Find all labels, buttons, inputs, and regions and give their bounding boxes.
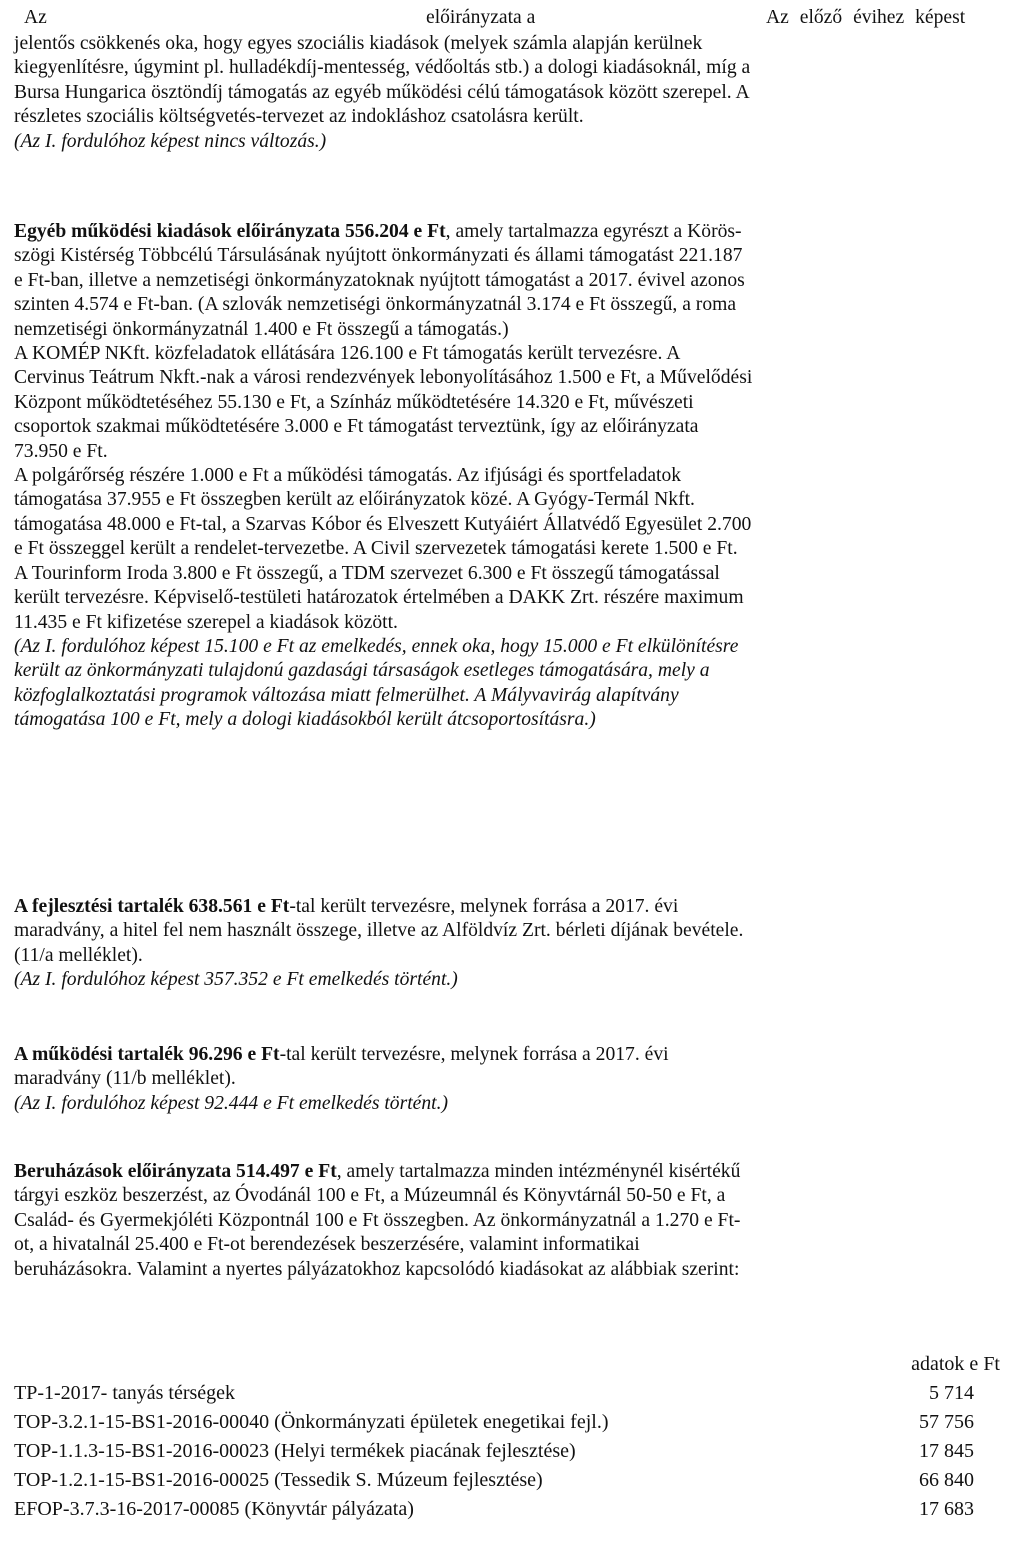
project-value: 17 683 [919, 1498, 974, 1520]
text-line: Család- és Gyermekjóléti Központnál 100 e Ft összegben. Az önkormányzatnál a 1.270 e Ft- [14, 1209, 741, 1231]
table-row [14, 1410, 1014, 1439]
text-line: A polgárőrség részére 1.000 e Ft a működési támogatás. Az ifjúsági és sportfeladatok [14, 465, 682, 487]
paragraph-fejlesztesi-tartalek [14, 895, 1014, 993]
text-line [14, 220, 1014, 244]
text-line: (11/a melléklet). [14, 944, 143, 966]
text-line: 11.435 e Ft kifizetése szerepel a kiadások között. [14, 611, 398, 633]
text-line: ot, a hivatalnál 25.400 e Ft-ot berendezések beszerzésére, valamint informatikai [14, 1234, 640, 1256]
text-line: A Tourinform Iroda 3.800 e Ft összegű, a TDM szervezet 6.300 e Ft összegű támogatással [14, 562, 720, 584]
text-line: kiegyenlítésre, úgymint pl. hulladékdíj-mentesség, védőoltás stb.) a dologi kiadásoknál, míg a [14, 57, 751, 79]
text-line: A KOMÉP NKft. közfeladatok ellátására 126.100 e Ft támogatás került tervezésre. A [14, 343, 681, 365]
project-value: 66 840 [919, 1469, 974, 1491]
project-name: TOP-3.2.1-15-BS1-2016-00040 (Önkormányzati épületek enegetikai fejl.) [14, 1411, 609, 1433]
text-line: maradvány (11/b melléklet). [14, 1068, 236, 1090]
table-header-empty [14, 1352, 866, 1381]
text-line: Bursa Hungarica ösztöndíj támogatás az egyéb működési célú támogatások között szerepel. A [14, 81, 750, 103]
paragraph-szocialis [14, 32, 1014, 154]
text-line: szinten 4.574 e Ft-ban. (A szlovák nemzetiségi önkormányzatnál 3.174 e Ft összegű, a roma [14, 294, 737, 316]
text-line: 73.950 e Ft. [14, 440, 108, 462]
text-line: került tervezésre. Képviselő-testületi határozatok értelmében a DAKK Zrt. részére maximum [14, 587, 744, 609]
text-line: csoportok szakmai működtetésére 3.000 e Ft támogatást terveztünk, így az előirányzata [14, 416, 699, 438]
note-line: került az önkormányzati tulajdonú gazdasági társaságok esetleges támogatására, mely a [14, 660, 710, 682]
table-unit-label: adatok e Ft [911, 1353, 1000, 1375]
text-line: e Ft-ban, illetve a nemzetiségi önkormányzatoknak nyújtott támogatást a 2017. évivel azonos [14, 269, 745, 291]
text-line [14, 1160, 1014, 1184]
top-text-elozo-ev: Az előző évihez képest [766, 7, 966, 28]
text-line: támogatása 37.955 e Ft összegben került az előirányzatok közé. A Gyógy-Termál Nkft. [14, 489, 695, 511]
table-row [14, 1468, 1014, 1497]
table-row [14, 1381, 1014, 1410]
text-line [14, 895, 1014, 919]
text-line: nemzetiségi önkormányzatnál 1.400 e Ft összegű a támogatás.) [14, 318, 509, 340]
text-line: beruházásokra. Valamint a nyertes pályázatokhoz kapcsolódó kiadásokat az alábbiak szerint: [14, 1258, 740, 1280]
project-name: TOP-1.1.3-15-BS1-2016-00023 (Helyi termékek piacának fejlesztése) [14, 1440, 576, 1462]
text-line: e Ft összeggel került a rendelet-tervezetbe. A Civil szervezetek támogatási kerete 1.500 e Ft. [14, 538, 738, 560]
text-line: Központ működtetéséhez 55.130 e Ft, a Színház működtetésére 14.320 e Ft, művészeti [14, 391, 694, 413]
table-row [14, 1439, 1014, 1468]
project-name: EFOP-3.7.3-16-2017-00085 (Könyvtár pályázata) [14, 1498, 414, 1520]
note-line: (Az I. fordulóhoz képest 357.352 e Ft emelkedés történt.) [14, 969, 458, 991]
heading-beruhazasok: Beruházások előirányzata 514.497 e Ft [14, 1161, 337, 1182]
heading-fejlesztesi-tartalek: A fejlesztési tartalék 638.561 e Ft [14, 896, 290, 917]
top-line [24, 6, 1014, 30]
project-name: TOP-1.2.1-15-BS1-2016-00025 (Tessedik S. Múzeum fejlesztése) [14, 1469, 543, 1491]
text-line: szögi Kistérség Többcélú Társulásának nyújtott önkormányzati és állami támogatást 221.187 [14, 245, 743, 267]
note-line: közfoglalkoztatási programok változása miatt felmerülhet. A Mályvavirág alapítvány [14, 684, 679, 706]
text-line: tárgyi eszköz beszerzést, az Óvodánál 100 e Ft, a Múzeumnál és Könyvtárnál 50-50 e Ft, a [14, 1185, 726, 1207]
text-line: részletes szociális költségvetés-tervezet az indokláshoz csatolásra került. [14, 106, 584, 128]
heading-mukodesi-tartalek: A működési tartalék 96.296 e Ft [14, 1044, 280, 1065]
heading-egyeb-mukodesi: Egyéb működési kiadások előirányzata 556.204 e Ft [14, 221, 446, 242]
text-line: Cervinus Teátrum Nkft.-nak a városi rendezvények lebonyolításához 1.500 e Ft, a Művelődési [14, 367, 753, 389]
note-line: (Az I. fordulóhoz képest 92.444 e Ft emelkedés történt.) [14, 1092, 449, 1114]
text-fragment: , amely tartalmazza minden intézménynél kisértékű [336, 1161, 741, 1182]
text-fragment: , amely tartalmazza egyrészt a Körös- [445, 221, 742, 242]
paragraph-mukodesi-tartalek [14, 1043, 1014, 1116]
note-line: (Az I. fordulóhoz képest 15.100 e Ft az emelkedés, ennek oka, hogy 15.000 e Ft elkülönítésre [14, 635, 739, 657]
top-text-eloiranyzata: előirányzata a [426, 7, 536, 28]
paragraph-egyeb-mukodesi [14, 220, 1014, 733]
text-fragment: -tal került tervezésre, melynek forrása a 2017. évi [289, 896, 679, 917]
text-line [14, 1043, 1014, 1067]
project-name: TP-1-2017- tanyás térségek [14, 1382, 236, 1404]
top-text-az: Az [24, 7, 47, 28]
text-fragment: -tal került tervezésre, melynek forrása a 2017. évi [279, 1044, 669, 1065]
project-value: 17 845 [919, 1440, 974, 1462]
project-value: 5 714 [929, 1382, 974, 1404]
text-line: jelentős csökkenés oka, hogy egyes szociális kiadások (melyek számla alapján kerülnek [14, 33, 703, 54]
text-line: maradvány, a hitel fel nem használt összege, illetve az Alföldvíz Zrt. bérleti díjának bevétele. [14, 920, 744, 942]
project-table [14, 1352, 1014, 1526]
note-line: (Az I. fordulóhoz képest nincs változás.) [14, 130, 327, 152]
project-value: 57 756 [919, 1411, 974, 1433]
paragraph-beruhazasok [14, 1160, 1014, 1282]
table-row [14, 1497, 1014, 1526]
text-line: támogatása 48.000 e Ft-tal, a Szarvas Kóbor és Elveszett Kutyáiért Állatvédő Egyesület 2.700 [14, 513, 752, 535]
note-line: támogatása 100 e Ft, mely a dologi kiadásokból került átcsoportosításra.) [14, 709, 596, 731]
table-header-row [14, 1352, 1014, 1381]
